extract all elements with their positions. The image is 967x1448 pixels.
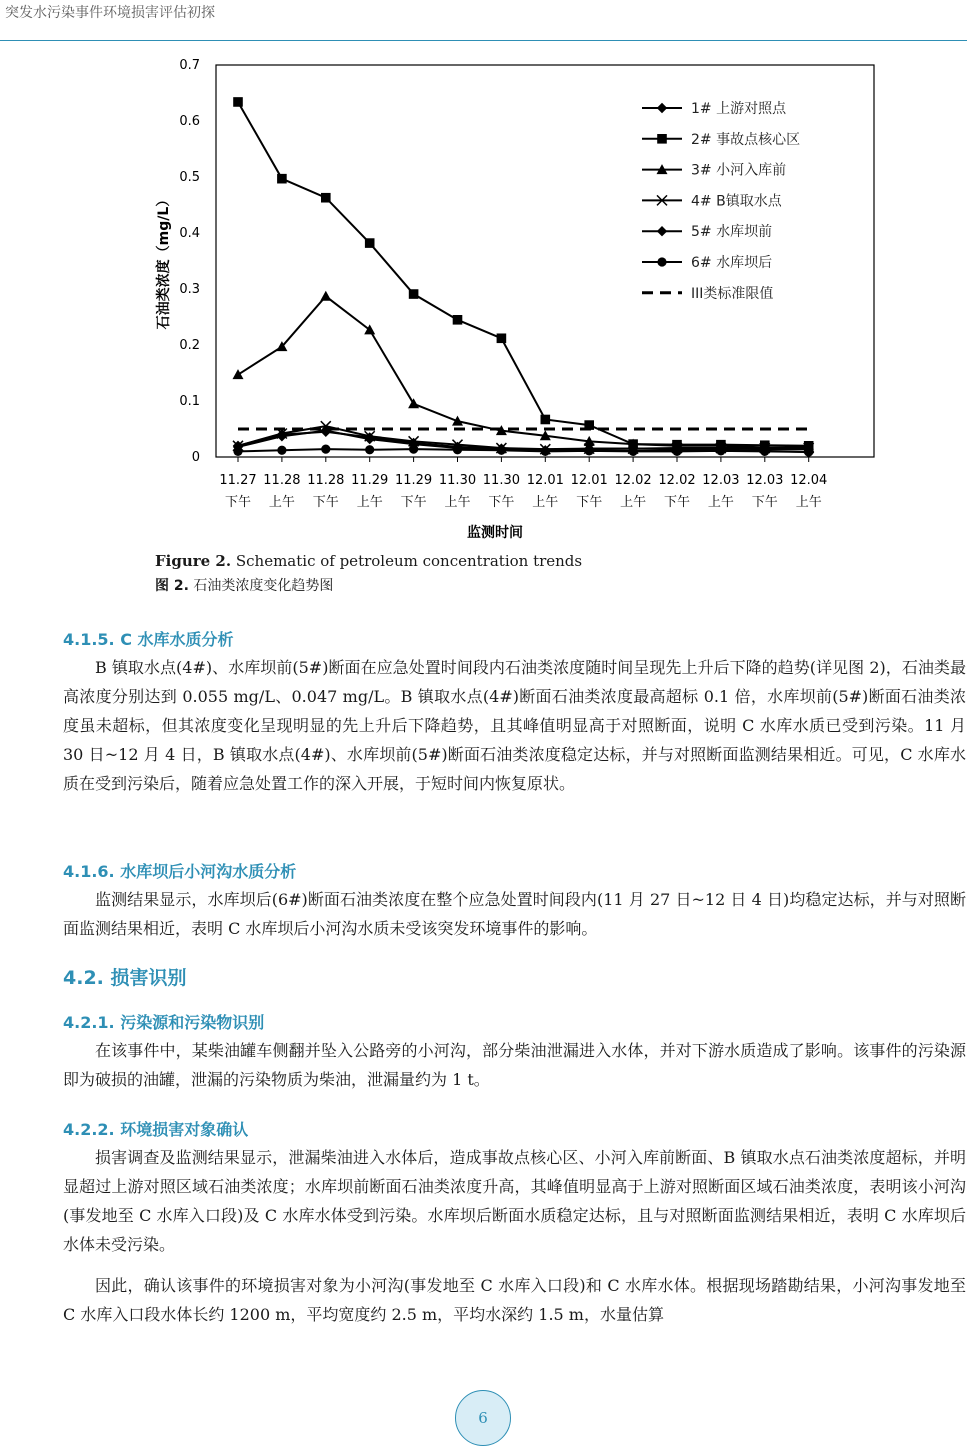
legend-marker-6	[657, 257, 666, 266]
figure-caption-en-label: Figure 2.	[155, 552, 232, 570]
series-6-point	[409, 445, 418, 454]
y-tick-label: 0.4	[179, 226, 200, 241]
y-tick-label: 0	[191, 450, 200, 465]
series-2-point	[541, 415, 551, 425]
legend-marker-5	[657, 226, 667, 236]
series-line-2	[238, 102, 809, 446]
x-tick-label-period: 下午	[751, 495, 778, 510]
series-6-point	[277, 446, 286, 455]
series-6-point	[321, 445, 330, 454]
petroleum-concentration-chart	[140, 55, 900, 545]
page-number: 6	[455, 1390, 511, 1446]
x-tick-label-period: 上午	[268, 495, 295, 510]
x-tick-label-period: 下午	[312, 495, 339, 510]
series-2-point	[321, 193, 331, 203]
y-tick-label: 0.1	[179, 394, 200, 409]
series-6-point	[672, 447, 681, 456]
legend-label-2: 2# 事故点核心区	[691, 131, 801, 148]
paragraph-4-2-1: 在该事件中，某柴油罐车侧翻并坠入公路旁的小河沟，部分柴油泄漏进入水体，并对下游水质造成了影响。该事件的污染源即为破损的油罐，泄漏的污染物质为柴油，泄漏量约为 1 t。	[63, 1041, 966, 1089]
series-6-point	[541, 447, 550, 456]
x-tick-label-date: 11.30	[482, 473, 521, 488]
x-tick-label-period: 下午	[576, 495, 603, 510]
series-2-point	[497, 333, 507, 343]
legend-label-3: 3# 小河入库前	[691, 162, 787, 179]
series-3-point	[408, 398, 419, 408]
figure-caption-cn	[155, 575, 333, 595]
x-tick-label-date: 12.03	[746, 473, 784, 488]
series-6-point	[716, 446, 725, 455]
heading-4-1-6: 4.1.6. 水库坝后小河沟水质分析	[63, 862, 297, 881]
series-6-point	[365, 445, 374, 454]
paragraph-4-1-6: 监测结果显示，水库坝后(6#)断面石油类浓度在整个应急处置时间段内(11 月 27 日~12 日 4 日)均稳定达标，并与对照断面监测结果相近，表明 C 水库坝后小河沟水质未受该突发环境事件的影响。	[63, 890, 966, 938]
x-tick-label-period: 上午	[620, 495, 647, 510]
running-title: 突发水污染事件环境损害评估初探	[5, 5, 215, 21]
series-6-point	[233, 447, 242, 456]
series-6-point	[497, 446, 506, 455]
paragraph-4-2-2-b: 因此，确认该事件的环境损害对象为小河沟(事发地至 C 水库入口段)和 C 水库水体。根据现场踏勘结果，小河沟事发地至 C 水库入口段水体长约 1200 m，平均宽度约 2.5 m，平均水深约 1.5 m，水量估算	[63, 1276, 966, 1324]
x-axis-title: 监测时间	[467, 525, 523, 541]
legend-label-5: 5# 水库坝前	[691, 224, 773, 241]
paragraph-4-1-5: B 镇取水点(4#)、水库坝前(5#)断面在应急处置时间段内石油类浓度随时间呈现先上升后下降的趋势(详见图 2)，石油类最高浓度分别达到 0.055 mg/L、0.047 mg/L。B 镇取水点(4#)断面石油类浓度最高超标 0.1 倍，水库坝前(5#)断面石油类浓度虽未超标，但其浓度变化呈现明显的先上升后下降趋势，且其峰值明显高于对照断面，说明 C 水库水质已受到污染。11 月 30 日~12 月 4 日，B 镇取水点(4#)、水库坝前(5#)断面石油类浓度稳定达标，并与对照断面监测结果相近。可见，C 水库水质在受到污染后，随着应急处置工作的深入开展，于短时间内恢复原状。	[63, 658, 966, 793]
plot-frame	[216, 65, 874, 457]
x-tick-label-period: 下午	[224, 495, 252, 510]
legend-label-4: 4# B镇取水点	[691, 193, 782, 210]
figure-caption-cn-label: 图 2.	[155, 578, 189, 594]
x-tick-label-date: 11.27	[219, 473, 257, 488]
figure-caption-en	[155, 552, 582, 570]
x-tick-label-period: 上午	[707, 495, 734, 510]
paragraph-4-2-2-a: 损害调查及监测结果显示，泄漏柴油进入水体后，造成事故点核心区、小河入库前断面、B 镇取水点石油类浓度超标，并明显超过上游对照区域石油类浓度；水库坝前断面石油类浓度升高，其峰值明显高于上游对照断面区域石油类浓度，表明该小河沟(事发地至 C 水库入口段)及 C 水库水体受到污染。水库坝后断面水质稳定达标，且与对照断面监测结果相近，表明 C 水库坝后水体未受污染。	[63, 1148, 966, 1254]
x-tick-label-date: 12.02	[658, 473, 696, 488]
running-header	[0, 0, 967, 41]
series-2-point	[409, 289, 419, 299]
x-tick-label-date: 12.02	[614, 473, 652, 488]
x-tick-label-period: 下午	[663, 495, 691, 510]
series-2-point	[233, 97, 243, 107]
x-tick-label-period: 上午	[532, 495, 559, 510]
heading-4-2: 4.2. 损害识别	[63, 967, 187, 989]
series-6-point	[760, 447, 769, 456]
series-2-point	[365, 238, 375, 248]
series-3-point	[233, 369, 244, 379]
series-6-point	[629, 447, 638, 456]
legend-marker-2	[657, 134, 667, 144]
x-tick-label-date: 11.29	[351, 473, 389, 488]
y-tick-label: 0.3	[179, 282, 200, 297]
x-tick-label-date: 11.29	[394, 473, 433, 488]
y-tick-label: 0.5	[179, 170, 200, 185]
x-tick-label-date: 11.28	[307, 473, 345, 488]
x-tick-label-period: 上午	[444, 495, 471, 510]
y-axis-title: 石油类浓度（mg/L）	[156, 192, 172, 330]
x-tick-label-date: 12.01	[570, 473, 608, 488]
legend-marker-1	[657, 103, 667, 113]
legend-label-6: 6# 水库坝后	[691, 255, 773, 271]
figure-caption-en-text: Schematic of petroleum concentration trends	[235, 552, 583, 570]
heading-4-2-1: 4.2.1. 污染源和污染物识别	[63, 1013, 265, 1032]
y-tick-label: 0.2	[179, 338, 200, 353]
x-tick-label-date: 11.28	[263, 473, 301, 488]
series-6-point	[453, 445, 462, 454]
x-tick-label-date: 12.01	[526, 473, 564, 488]
series-3-point	[320, 291, 331, 301]
heading-4-1-5: 4.1.5. C 水库水质分析	[63, 630, 234, 649]
x-tick-label-period: 下午	[400, 495, 427, 510]
x-tick-label-date: 11.30	[438, 473, 477, 488]
y-tick-label: 0.7	[179, 58, 200, 73]
x-tick-label-date: 12.04	[790, 473, 828, 488]
figure-caption-cn-text: 石油类浓度变化趋势图	[193, 578, 334, 594]
series-2-point	[453, 315, 463, 325]
legend-label-1: 1# 上游对照点	[691, 101, 787, 117]
x-tick-label-period: 下午	[488, 495, 515, 510]
series-2-point	[277, 174, 287, 184]
x-tick-label-period: 上午	[356, 495, 383, 510]
heading-4-2-2: 4.2.2. 环境损害对象确认	[63, 1120, 249, 1139]
x-tick-label-period: 上午	[795, 495, 822, 510]
x-tick-label-date: 12.03	[702, 473, 740, 488]
series-6-point	[585, 446, 594, 455]
series-6-point	[804, 447, 813, 456]
legend-label-7: III类标准限值	[691, 285, 774, 302]
y-tick-label: 0.6	[179, 114, 200, 129]
